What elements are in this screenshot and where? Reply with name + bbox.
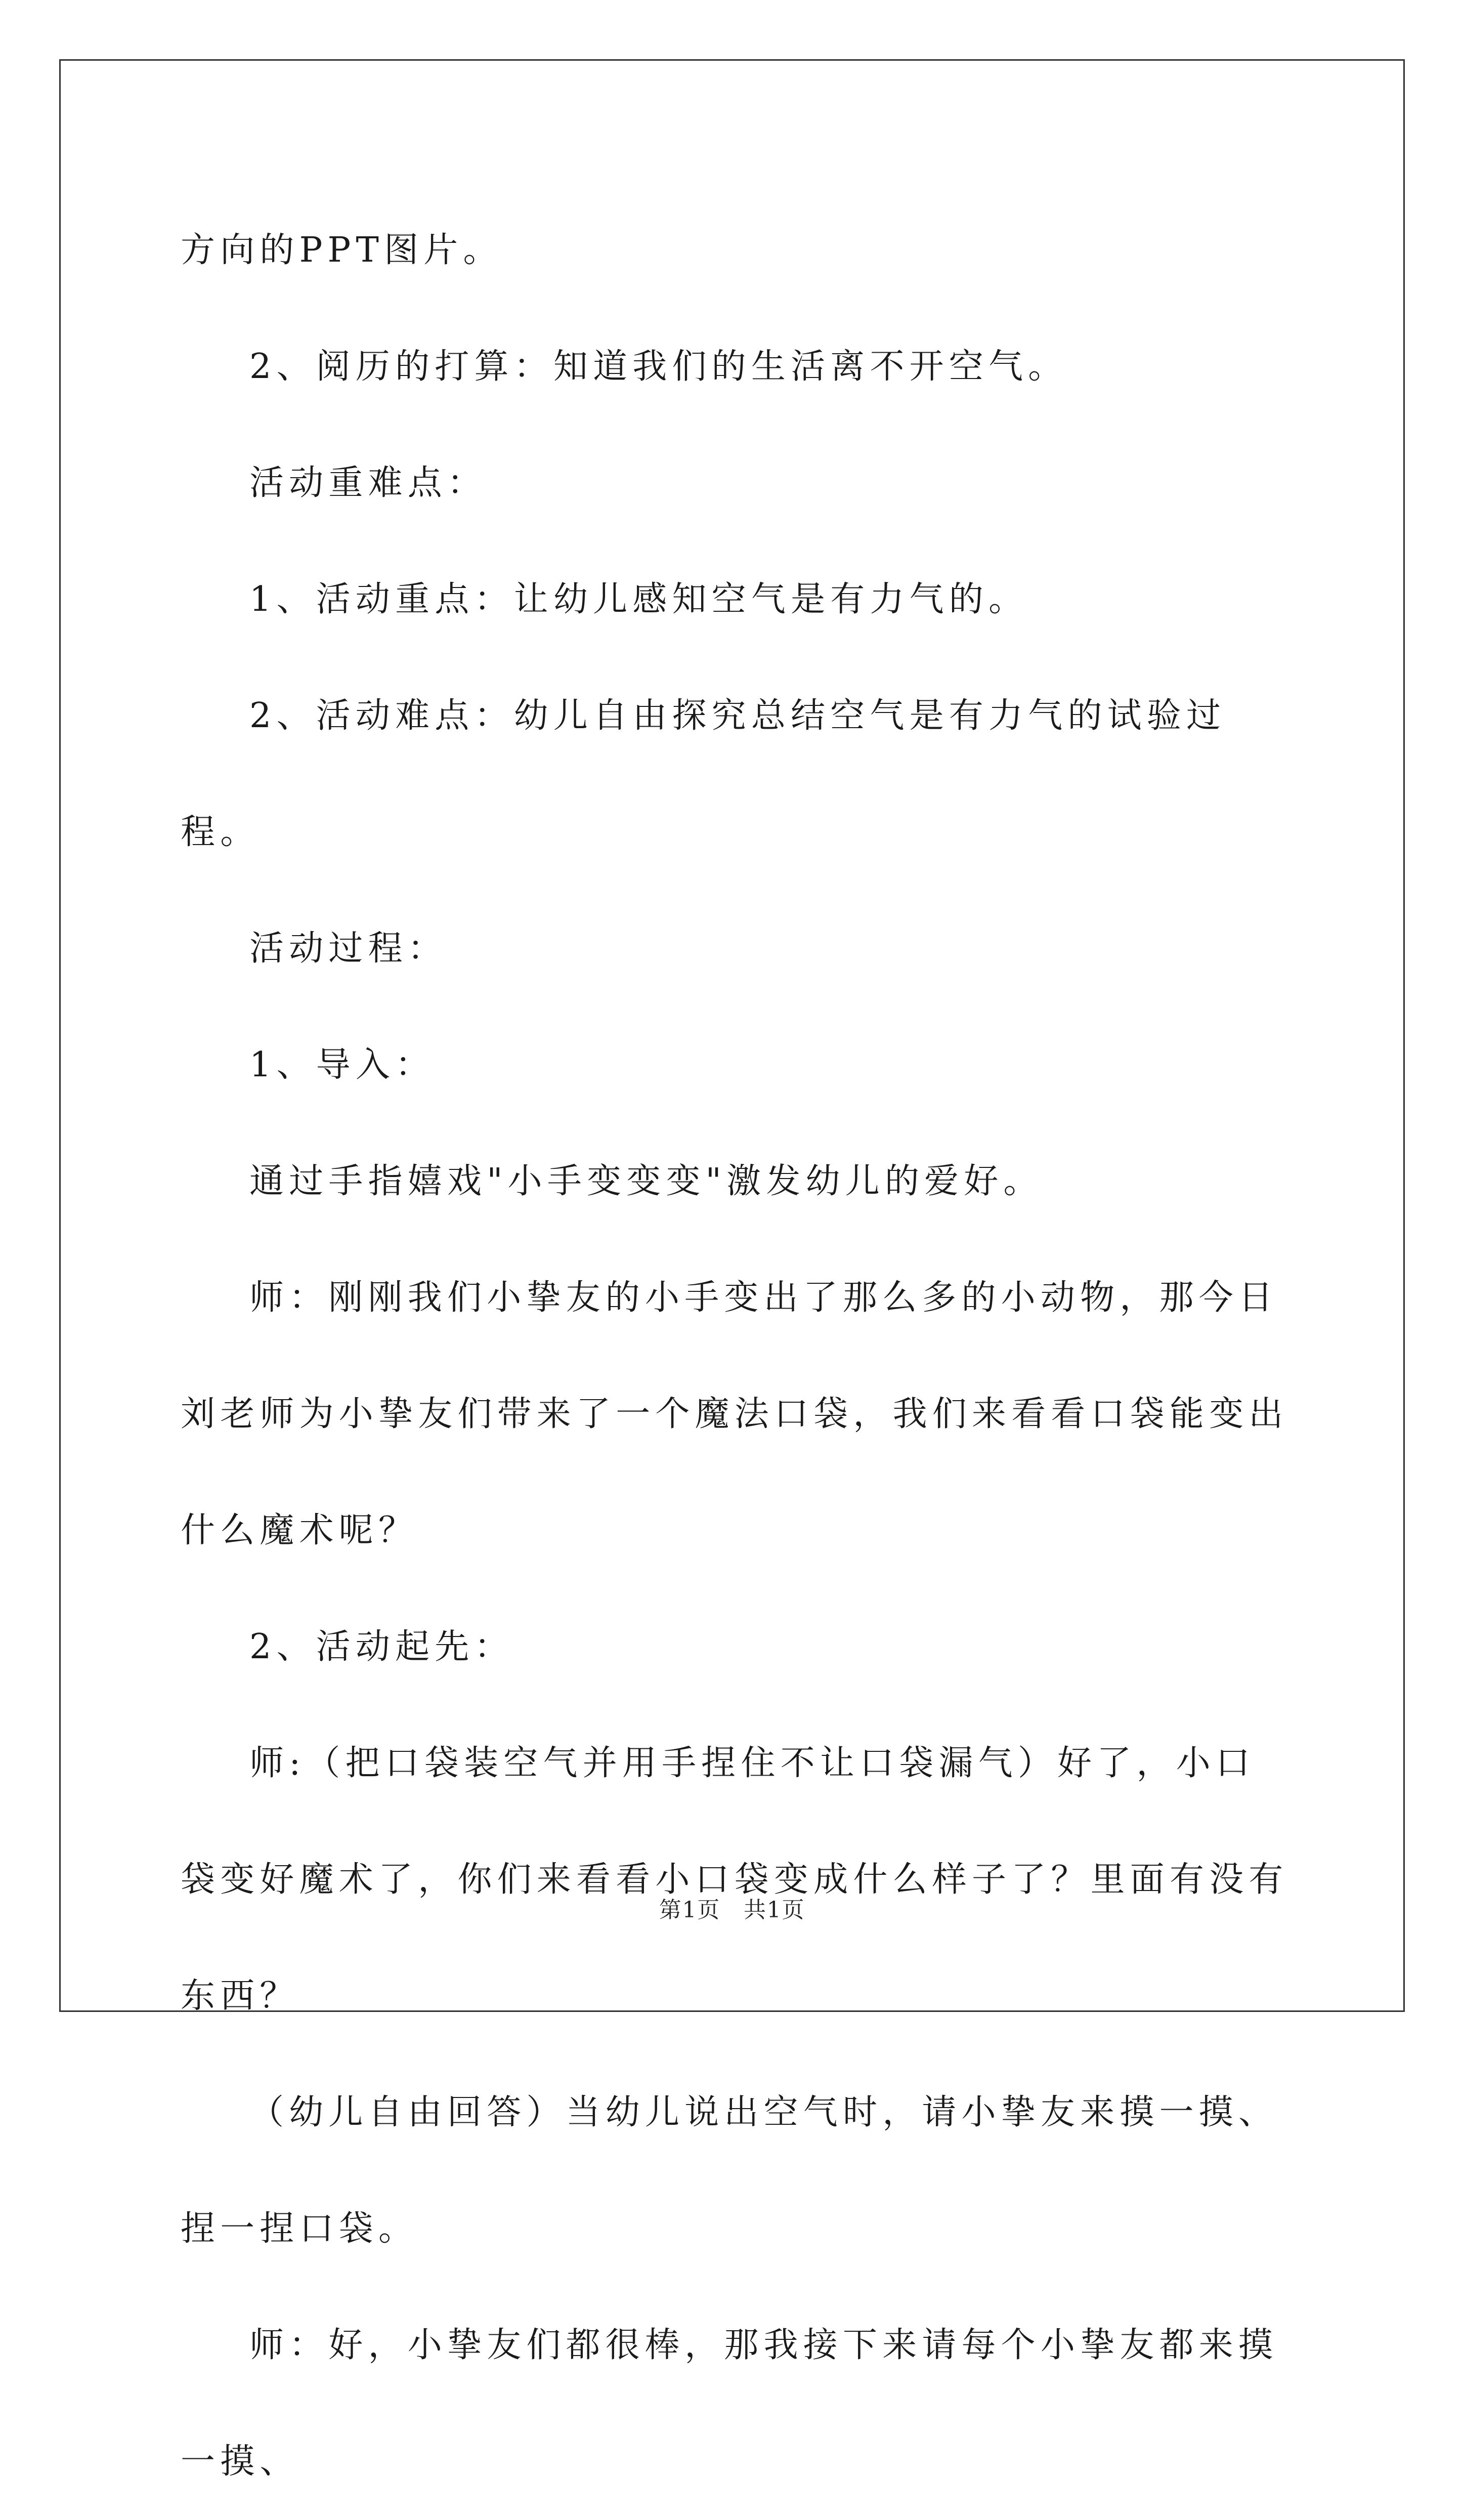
- paragraph: 活动重难点：: [249, 463, 487, 503]
- paragraph: 通过手指嬉戏"小手变变变"激发幼儿的爱好。: [249, 1161, 1043, 1201]
- document-body: [181, 192, 1294, 2520]
- page-footer: [0, 1892, 1464, 1924]
- paragraph: 师:（把口袋装空气并用手捏住不让口袋漏气）好了，小口袋变好魔术了，你们来看看小口袋变成什么样子了？里面有没有东西？: [181, 1743, 1288, 2016]
- paragraph: 2、阅历的打算：知道我们的生活离不开空气。: [249, 347, 1068, 387]
- paragraph: 师：刚刚我们小挚友的小手变出了那么多的小动物，那今日刘老师为小挚友们带来了一个魔法口袋，我们来看看口袋能变出什么魔术呢？: [181, 1278, 1288, 1550]
- paragraph: 方向的PPT图片。: [181, 230, 503, 270]
- paragraph: 1、活动重点：让幼儿感知空气是有力气的。: [249, 579, 1028, 619]
- paragraph: 师：好，小挚友们都很棒，那我接下来请每个小挚友都来摸一摸、: [181, 2325, 1278, 2482]
- paragraph: 1、导入：: [249, 1045, 435, 1085]
- page-number: 第1页: [659, 1897, 720, 1923]
- paragraph: （幼儿自由回答）当幼儿说出空气时，请小挚友来摸一摸、捏一捏口袋。: [181, 2092, 1278, 2249]
- paragraph: 2、活动难点：幼儿自由探究总结空气是有力气的试验过程。: [181, 696, 1226, 852]
- paragraph: 2、活动起先：: [249, 1627, 514, 1667]
- paragraph: 活动过程：: [249, 929, 448, 969]
- page-total: 共1页: [744, 1897, 805, 1923]
